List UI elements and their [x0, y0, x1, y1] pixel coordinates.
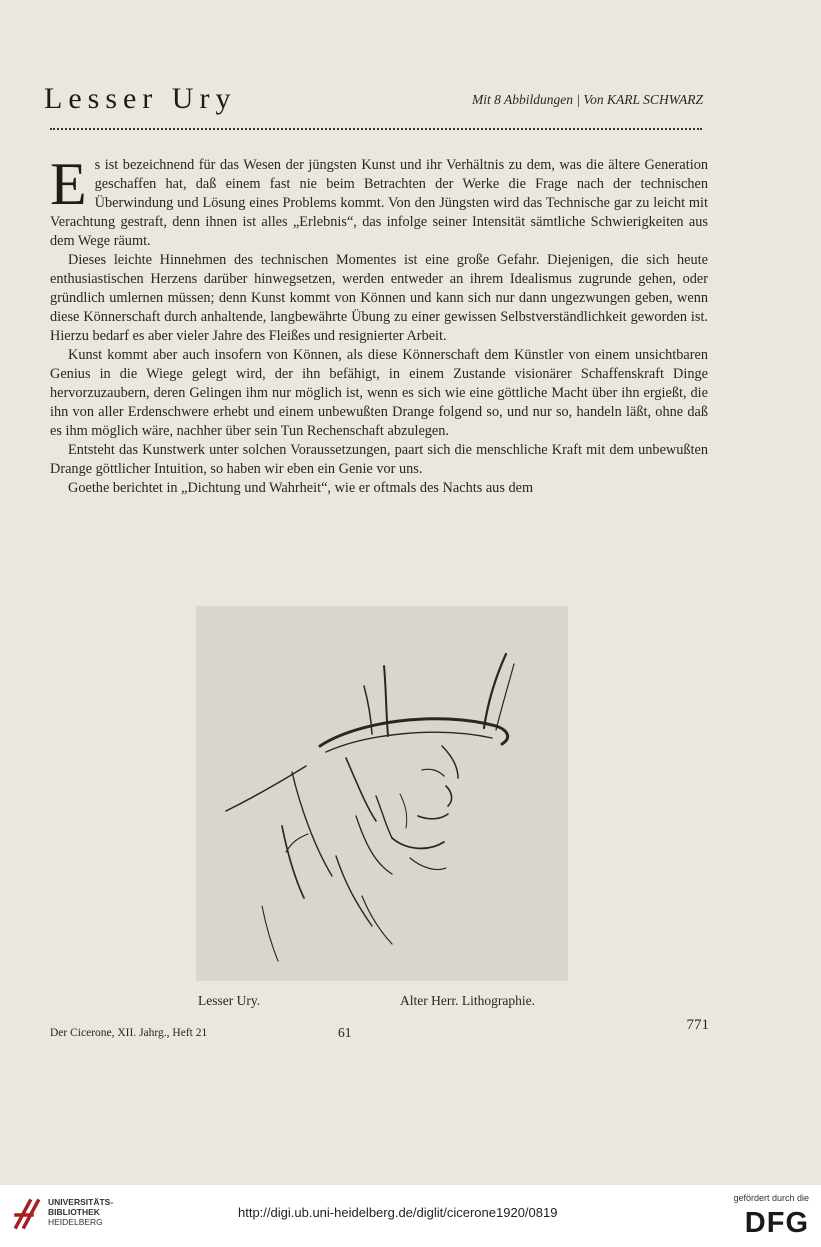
paragraph-1-text: s ist bezeichnend für das Wesen der jüngsten Kunst und ihr Verhältnis zu dem, was die ältere Generation geschaffen hat, daß einem fast nie beim Betrachten der Werke die Frage nach der technischen Überwindung und Lösung eines Problems kommt. Von den Jüngsten wird das Technische gar zu leicht mit Verachtung gestraft, denn ihnen ist alles „Erlebnis“, das infolge seiner Intensität sämtliche Schwierigkeiten aus dem Wege räumt.	[50, 157, 708, 249]
source-url-link[interactable]: http://digi.ub.uni-heidelberg.de/diglit/cicerone1920/0819	[238, 1205, 558, 1220]
article-title: Lesser Ury	[44, 82, 237, 115]
university-library-name[interactable]: UNIVERSITÄTS- BIBLIOTHEK HEIDELBERG	[48, 1197, 114, 1227]
sketch-old-gentleman	[196, 606, 568, 981]
journal-reference: Der Cicerone, XII. Jahrg., Heft 21	[50, 1027, 208, 1039]
university-library-logo-icon[interactable]	[10, 1195, 44, 1233]
page-number: 771	[686, 1017, 709, 1033]
funded-by-label: gefördert durch die	[733, 1193, 809, 1203]
article-byline: Mit 8 Abbildungen | Von KARL SCHWARZ	[471, 92, 703, 107]
sheet-number: 61	[338, 1025, 352, 1040]
paragraph-5: Goethe berichtet in „Dichtung und Wahrheit“, wie er oftmals des Nachts aus dem	[68, 480, 534, 496]
paragraph-2: Dieses leichte Hinnehmen des technischen Momentes ist eine große Gefahr. Diejenigen, die sich heute enthusiastischen Herzens darüber hinwegsetzen, werden entweder an ihrem Idealismus zugrunde gehen, oder gründlich umlernen müssen; denn Kunst kommt von Können und kann sich nur dann ungezwungen geben, wenn diese Könnerschaft durch anhaltende, langbewährte Übung zu einer gewissen Selbstverständlichkeit geworden ist. Hierzu bedarf es aber vieler Jahre des Fleißes und resignierter Arbeit.	[50, 252, 708, 344]
caption-title: Alter Herr. Lithographie.	[400, 993, 535, 1008]
caption-artist: Lesser Ury.	[198, 993, 261, 1008]
drop-capital: E	[50, 151, 87, 217]
paragraph-3: Kunst kommt aber auch insofern von Können, als diese Könnerschaft dem Künstler von einem unsichtbaren Genius in die Wiege gelegt wird, der ihn befähigt, in einem Zustande visionärer Schaffenskraft Dinge hervorzuzaubern, deren Gelingen ihm nur möglich ist, wenn es sich wie eine göttliche Macht über ihn ergießt, die ihn von aller Erdenschwere erhebt und einem unbewußten Drange folgend so, und nur so, handeln läßt, ohne daß es ihm möglich wäre, nachher über sein Tun Rechenschaft abzulegen.	[50, 347, 708, 439]
dfg-logo-icon[interactable]: DFG	[744, 1207, 809, 1239]
digitization-footer	[0, 1185, 821, 1247]
lithograph-illustration	[196, 606, 568, 981]
article-body	[50, 151, 708, 498]
paragraph-4: Entsteht das Kunstwerk unter solchen Voraussetzungen, paart sich die menschliche Kraft mit dem unbewußten Drange göttlicher Intuition, so haben wir eben ein Genie vor uns.	[50, 442, 708, 477]
paragraph-1	[50, 151, 708, 251]
dotted-divider	[50, 128, 702, 130]
